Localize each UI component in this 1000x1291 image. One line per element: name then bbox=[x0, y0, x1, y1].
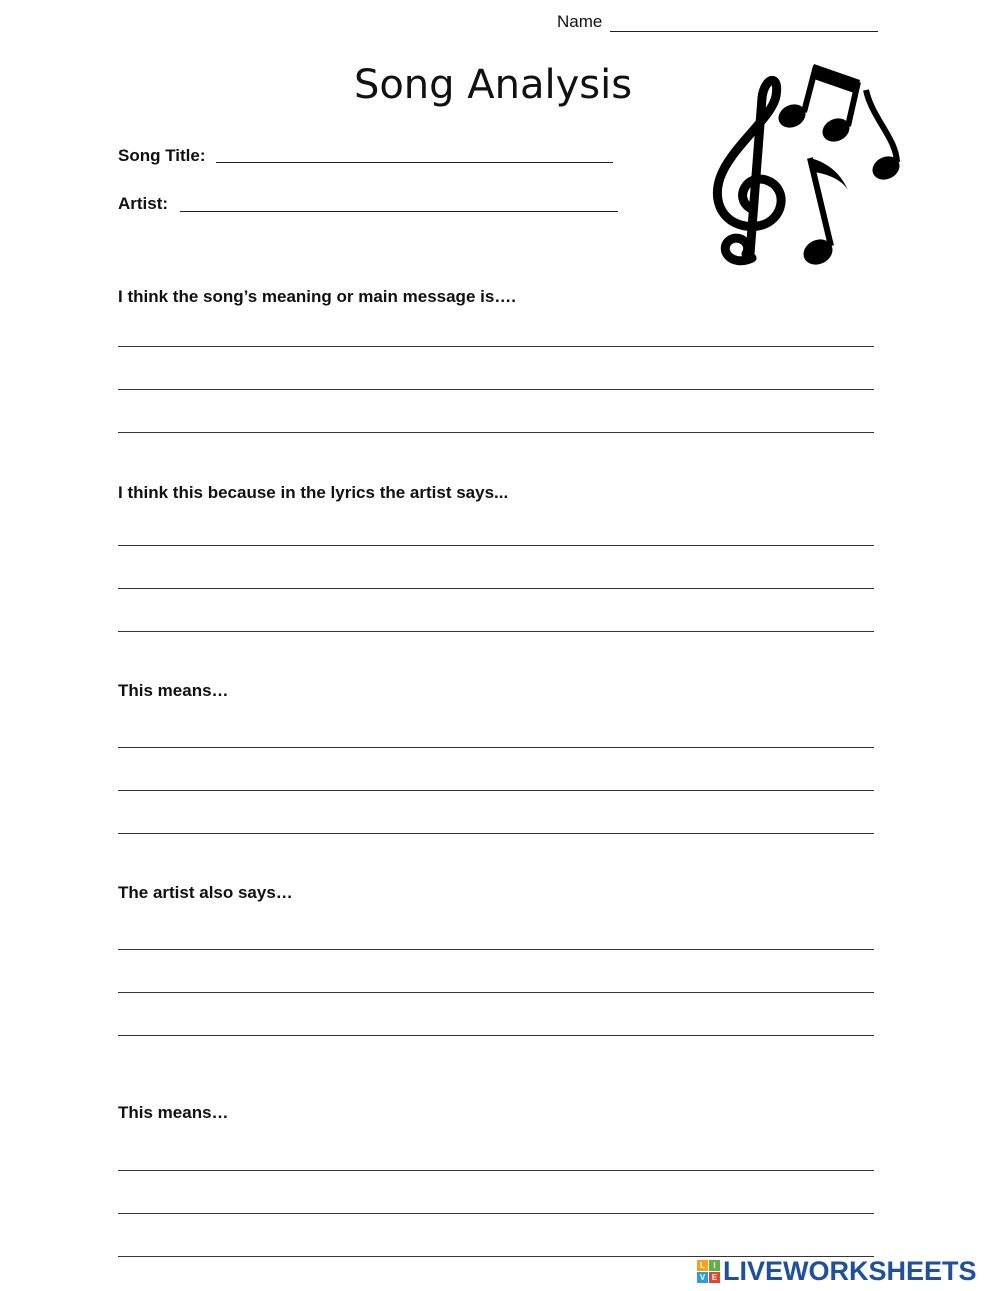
writing-line[interactable] bbox=[118, 1170, 874, 1171]
logo-cubes-icon bbox=[697, 1260, 720, 1283]
writing-line[interactable] bbox=[118, 631, 874, 632]
page-title: Song Analysis bbox=[353, 62, 633, 108]
writing-line[interactable] bbox=[118, 346, 874, 347]
liveworksheets-logo bbox=[697, 1255, 977, 1287]
writing-line[interactable] bbox=[118, 949, 874, 950]
song-title-label: Song Title: bbox=[118, 146, 206, 165]
writing-line[interactable] bbox=[118, 747, 874, 748]
prompt-this-means-2: This means… bbox=[118, 1103, 229, 1122]
name-input-line[interactable] bbox=[610, 31, 878, 32]
writing-line[interactable] bbox=[118, 1035, 874, 1036]
prompt-lyrics-evidence: I think this because in the lyrics the artist says... bbox=[118, 483, 509, 502]
writing-line[interactable] bbox=[118, 790, 874, 791]
writing-line[interactable] bbox=[118, 1213, 874, 1214]
writing-line[interactable] bbox=[118, 992, 874, 993]
writing-line[interactable] bbox=[118, 833, 874, 834]
prompt-artist-also-says: The artist also says… bbox=[118, 883, 293, 902]
name-label: Name bbox=[557, 12, 603, 31]
prompt-this-means-1: This means… bbox=[118, 681, 229, 700]
music-notes-icon bbox=[700, 58, 910, 284]
writing-line[interactable] bbox=[118, 432, 874, 433]
song-title-input-line[interactable] bbox=[216, 162, 613, 163]
logo-cube: L bbox=[697, 1260, 708, 1271]
writing-line[interactable] bbox=[118, 545, 874, 546]
writing-line[interactable] bbox=[118, 389, 874, 390]
writing-line[interactable] bbox=[118, 588, 874, 589]
logo-text: LIVEWORKSHEETS bbox=[723, 1255, 977, 1286]
artist-label: Artist: bbox=[118, 194, 169, 213]
logo-cube: I bbox=[709, 1260, 720, 1271]
prompt-meaning: I think the song’s meaning or main message is…. bbox=[118, 287, 517, 306]
logo-cube: E bbox=[709, 1272, 720, 1283]
artist-input-line[interactable] bbox=[180, 211, 618, 212]
logo-cube: V bbox=[697, 1272, 708, 1283]
